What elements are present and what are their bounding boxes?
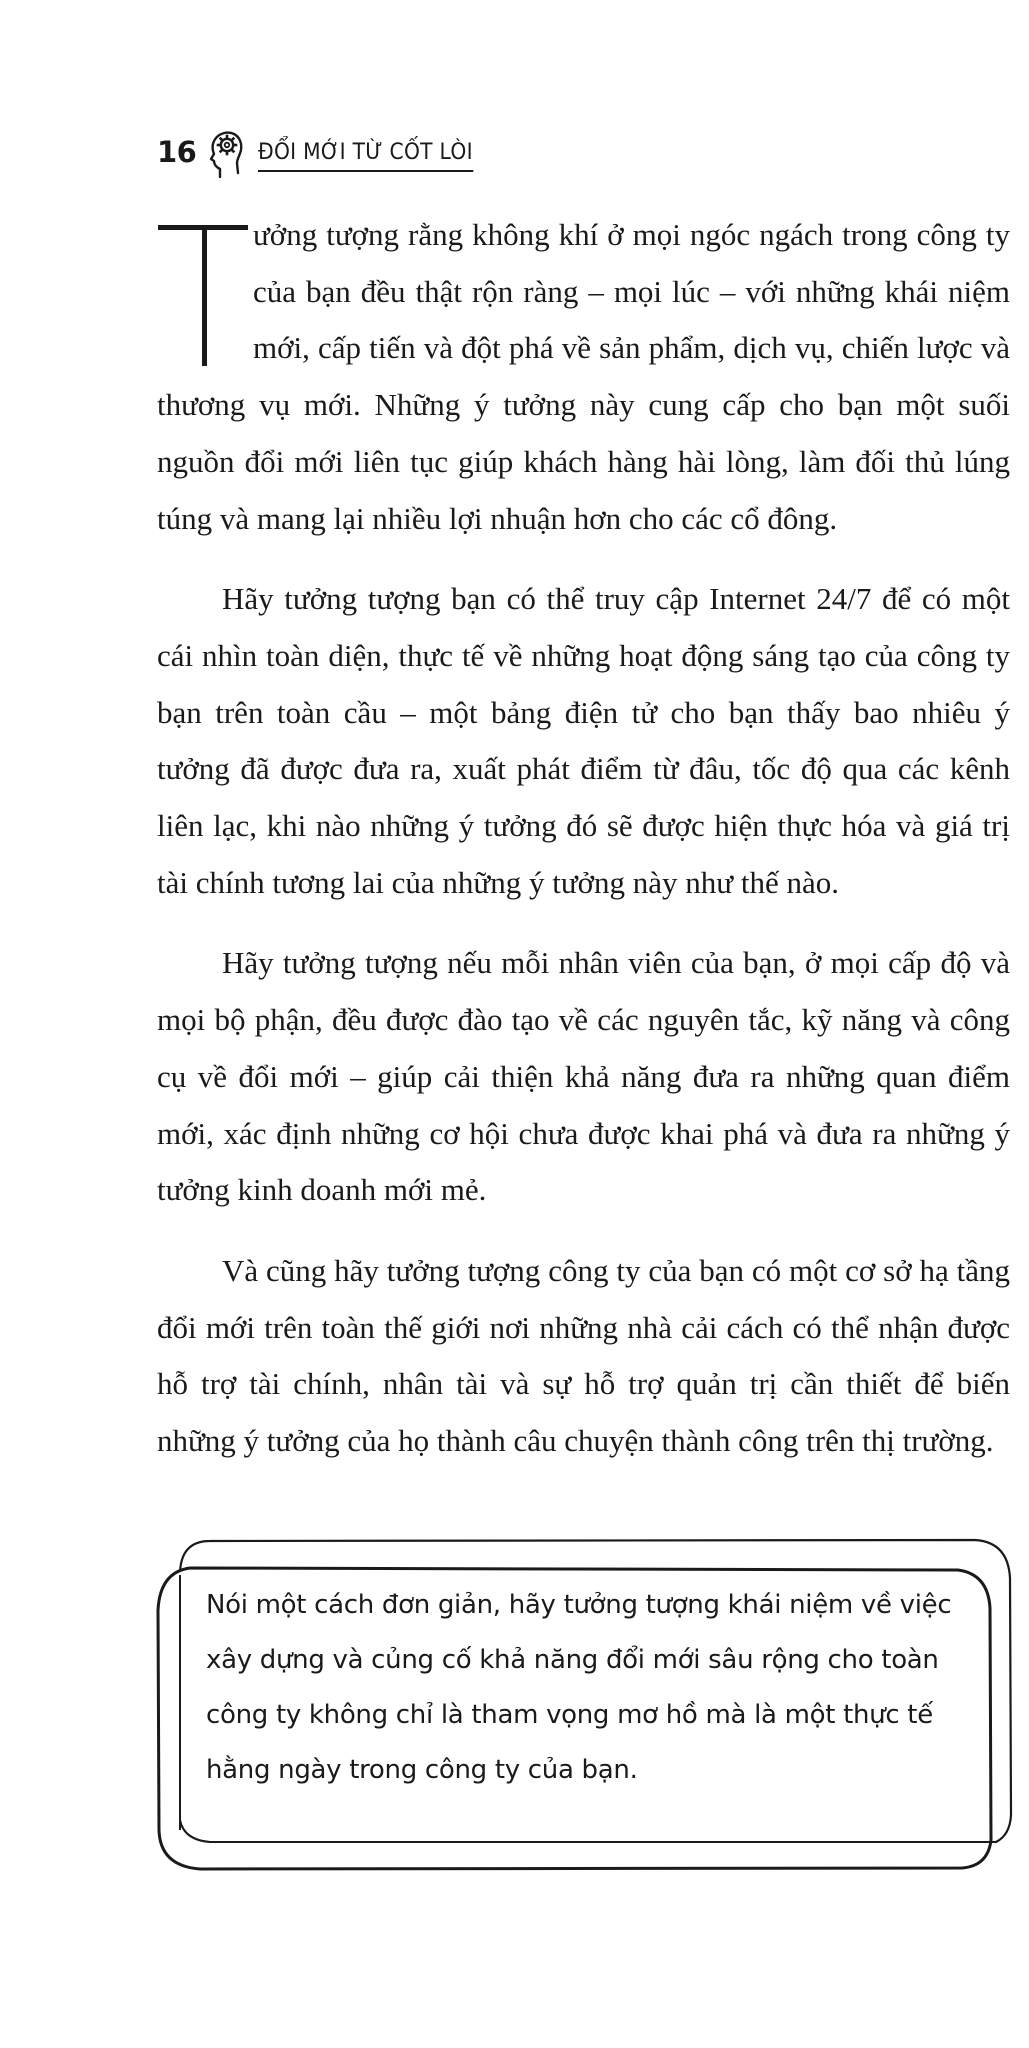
- body-text: [157, 207, 1010, 1494]
- paragraph-3: Hãy tưởng tượng nếu mỗi nhân viên của bạn, ở mọi cấp độ và mọi bộ phận, đều được đào tạo về các nguyên tắc, kỹ năng và công cụ về đổi mới – giúp cải thiện khả năng đưa ra những quan điểm mới, xác định những cơ hội chưa được khai phá và đưa ra những ý tưởng kinh doanh mới mẻ.: [157, 945, 1010, 1208]
- drop-cap: [157, 211, 251, 366]
- running-header: [157, 126, 492, 182]
- head-with-gear-icon: [208, 129, 244, 179]
- paragraph-4: Và cũng hãy tưởng tượng công ty của bạn có một cơ sở hạ tầng đổi mới trên toàn thế giới nơi những nhà cải cách có thể nhận được hỗ trợ tài chính, nhân tài và sự hỗ trợ quản trị cần thiết để biến những ý tưởng của họ thành câu chuyện thành công trên thị trường.: [157, 1252, 1010, 1459]
- paragraph-1-text: ưởng tượng rằng không khí ở mọi ngóc ngách trong công ty của bạn đều thật rộn ràng – mọi lúc – với những khái niệm mới, cấp tiến và đột phá về sản phẩm, dịch vụ, chiến lược và thương vụ mới. Những ý tưởng này cung cấp cho bạn một suối nguồn đổi mới liên tục giúp khách hàng hài lòng, làm đối thủ lúng túng và mang lại nhiều lợi nhuận hơn cho các cổ đông.: [157, 217, 1010, 536]
- callout-box: [150, 1530, 1020, 1880]
- chapter-title: ĐỔI MỚI TỪ CỐT LÒI: [258, 142, 473, 172]
- callout-text: Nói một cách đơn giản, hãy tưởng tượng khái niệm về việc xây dựng và củng cố khả năng đổi mới sâu rộng cho toàn công ty không chỉ là tham vọng mơ hồ mà là một thực tế hằng ngày trong công ty của bạn.: [206, 1590, 952, 1785]
- page-number: 16: [157, 134, 197, 169]
- paragraph-1: [157, 207, 1010, 547]
- paragraph-2: Hãy tưởng tượng bạn có thể truy cập Internet 24/7 để có một cái nhìn toàn diện, thực tế về những hoạt động sáng tạo của công ty bạn trên toàn cầu – một bảng điện tử cho bạn thấy bao nhiêu ý tưởng đã được đưa ra, xuất phát điểm từ đâu, tốc độ qua các kênh liên lạc, khi nào những ý tưởng đó sẽ được hiện thực hóa và giá trị tài chính tương lai của những ý tưởng này như thế nào.: [157, 581, 1010, 900]
